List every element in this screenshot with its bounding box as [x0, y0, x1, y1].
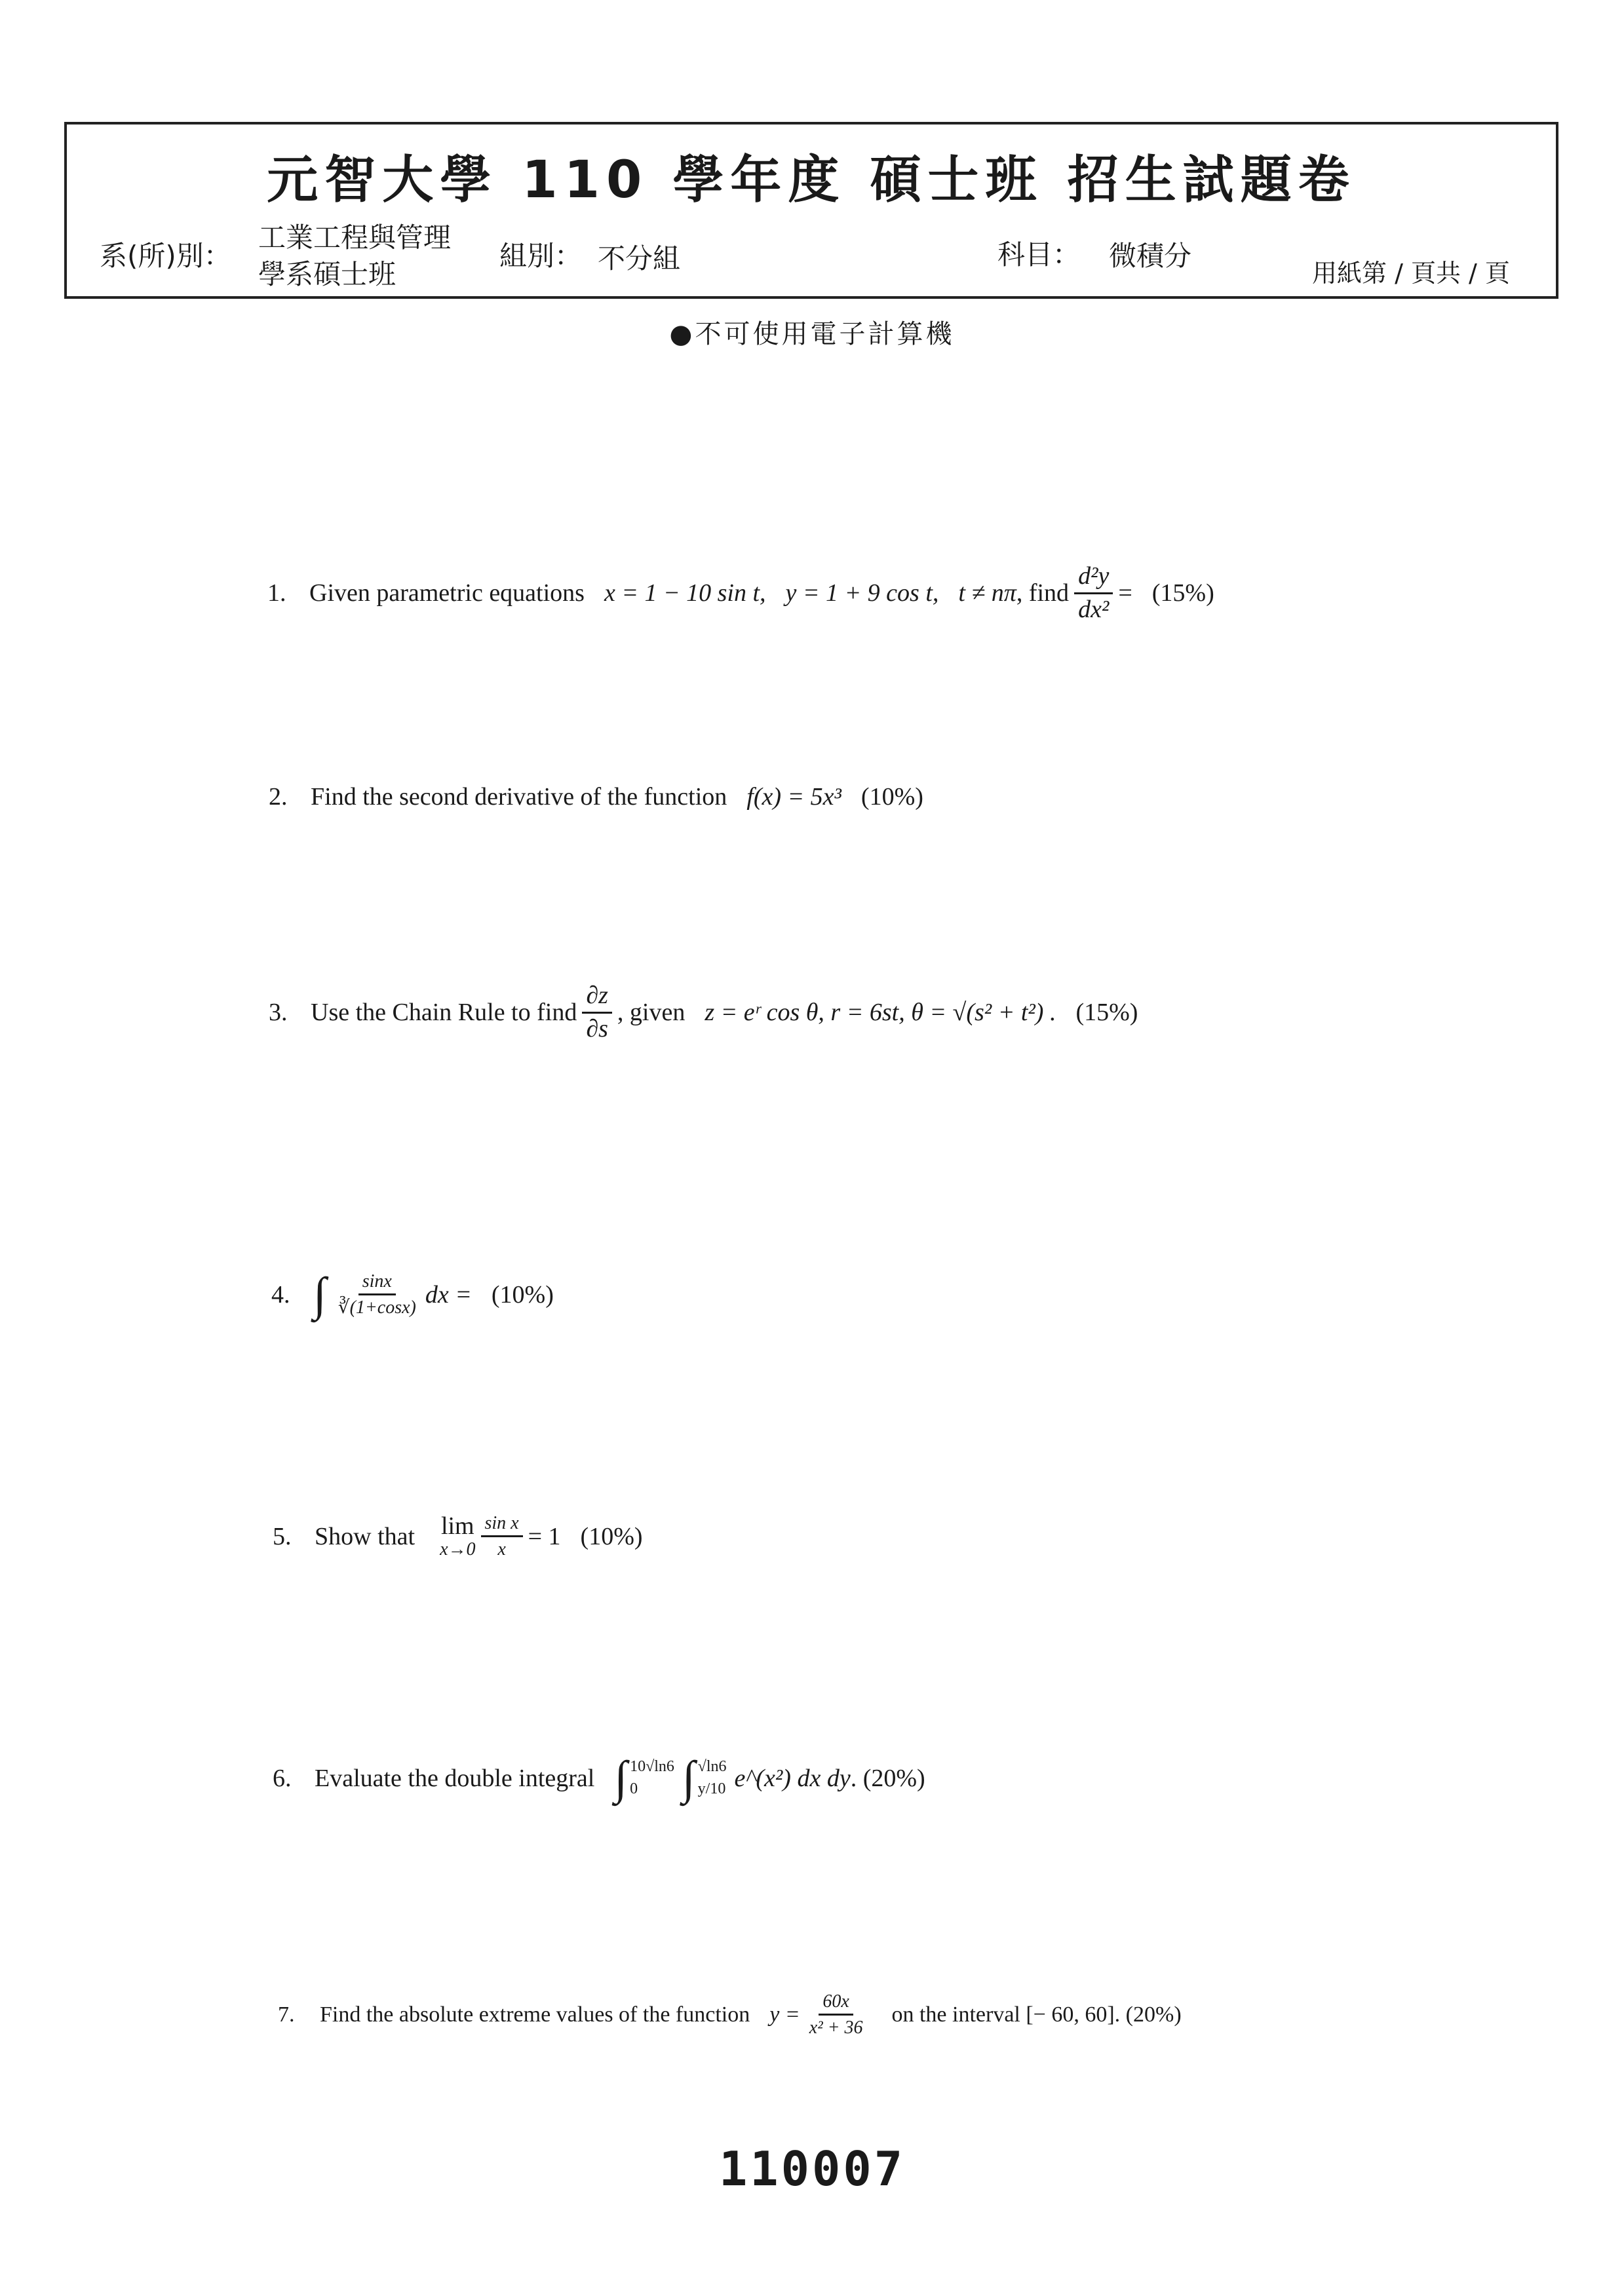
derivative-fraction [1074, 564, 1113, 623]
inner-upper-limit: √ln6 [697, 1757, 727, 1775]
given-text: , given [617, 999, 686, 1027]
question-points: (10%) [580, 1522, 643, 1550]
fraction-denominator: dx² [1078, 595, 1110, 623]
question-points: (15%) [1075, 999, 1138, 1027]
question-number: 4. [271, 1280, 290, 1309]
question-1 [267, 564, 1214, 623]
equation-y: y = 1 + 9 cos t, [785, 579, 939, 607]
outer-integral-limits [630, 1756, 674, 1800]
question-number: 2. [269, 783, 288, 811]
limit-subscript: x→0 [440, 1539, 476, 1560]
fraction-numerator: 60x [819, 1992, 853, 2016]
limit-operator [440, 1514, 475, 1559]
equals-sign: = [1118, 579, 1132, 607]
fraction-denominator: x [497, 1539, 506, 1560]
question-number: 6. [273, 1764, 292, 1792]
outer-lower-limit: 0 [630, 1780, 638, 1797]
fraction-denominator: x² + 36 [809, 2018, 863, 2038]
find-text: , find [1016, 579, 1070, 607]
integrand: e^(x²) dx dy [734, 1764, 851, 1792]
inner-integral-limits [698, 1756, 727, 1800]
outer-upper-limit: 10√ln6 [630, 1757, 674, 1775]
question-points: (15%) [1151, 579, 1214, 607]
exam-title: 元智大學 110 學年度 碩士班 招生試題卷 [267, 151, 1356, 210]
question-7 [278, 1992, 1182, 2038]
condition: t ≠ nπ [958, 579, 1016, 607]
question-number: 3. [269, 999, 288, 1027]
function-lhs: y = [769, 2002, 800, 2027]
function-expression: f(x) = 5x³ [746, 783, 841, 811]
limit-result: = 1 [528, 1522, 561, 1550]
fraction-numerator: sinx [358, 1272, 396, 1295]
function-fraction [805, 1992, 867, 2038]
fraction-numerator: sin x [481, 1514, 523, 1537]
header-box [64, 122, 1558, 299]
question-3 [269, 983, 1138, 1043]
exam-code: 110007 [718, 2141, 906, 2196]
question-text: Given parametric equations [309, 579, 585, 607]
department-name-line1: 工業工程與管理 [258, 221, 452, 254]
interval-text: on the interval [− 60, 60]. (20%) [891, 2002, 1182, 2027]
limit-fraction [481, 1514, 523, 1559]
inner-lower-limit: y/10 [697, 1780, 726, 1797]
question-number: 7. [278, 2002, 295, 2027]
question-2 [269, 782, 923, 811]
question-text: Show that [315, 1522, 416, 1550]
integrand-fraction [334, 1272, 420, 1318]
group-value: 不分組 [598, 242, 681, 275]
limit-text: lim [440, 1512, 474, 1540]
calculator-note: ●不可使用電子計算機 [669, 319, 955, 349]
question-number: 5. [273, 1522, 292, 1550]
page-info: 用紙第 / 頁共 / 頁 [1312, 259, 1510, 288]
fraction-numerator: d²y [1074, 564, 1113, 594]
question-text: Evaluate the double integral [315, 1764, 595, 1792]
question-text: Find the absolute extreme values of the function [320, 2002, 750, 2027]
equation-x: x = 1 − 10 sin t, [604, 579, 766, 607]
question-4 [271, 1267, 554, 1322]
question-points: (10%) [491, 1280, 554, 1309]
inner-integral-sign: ∫ [682, 1751, 695, 1804]
question-text: Use the Chain Rule to find [311, 999, 577, 1027]
subject-value: 微積分 [1109, 240, 1192, 272]
integral-sign: ∫ [313, 1268, 326, 1320]
fraction-numerator: ∂z [582, 983, 612, 1014]
question-number: 1. [267, 579, 286, 607]
integral-expression: dx = [425, 1280, 472, 1309]
group-label: 組別： [499, 240, 583, 272]
question-text: Find the second derivative of the function [311, 783, 727, 811]
question-6 [273, 1751, 925, 1805]
partial-derivative-fraction [582, 983, 612, 1043]
question-points: . (20%) [850, 1764, 925, 1792]
department-label: 系(所)別： [100, 240, 231, 272]
question-points: (10%) [860, 783, 923, 811]
outer-integral-sign: ∫ [614, 1751, 628, 1804]
given-expression: z = eʳ cos θ, r = 6st, θ = √(s² + t²) . [705, 999, 1056, 1027]
subject-label: 科目： [997, 239, 1081, 271]
question-5 [273, 1514, 643, 1559]
fraction-denominator: ∛(1+cosx) [338, 1297, 416, 1318]
fraction-denominator: ∂s [586, 1014, 608, 1043]
department-name-line2: 學系碩士班 [258, 258, 396, 290]
